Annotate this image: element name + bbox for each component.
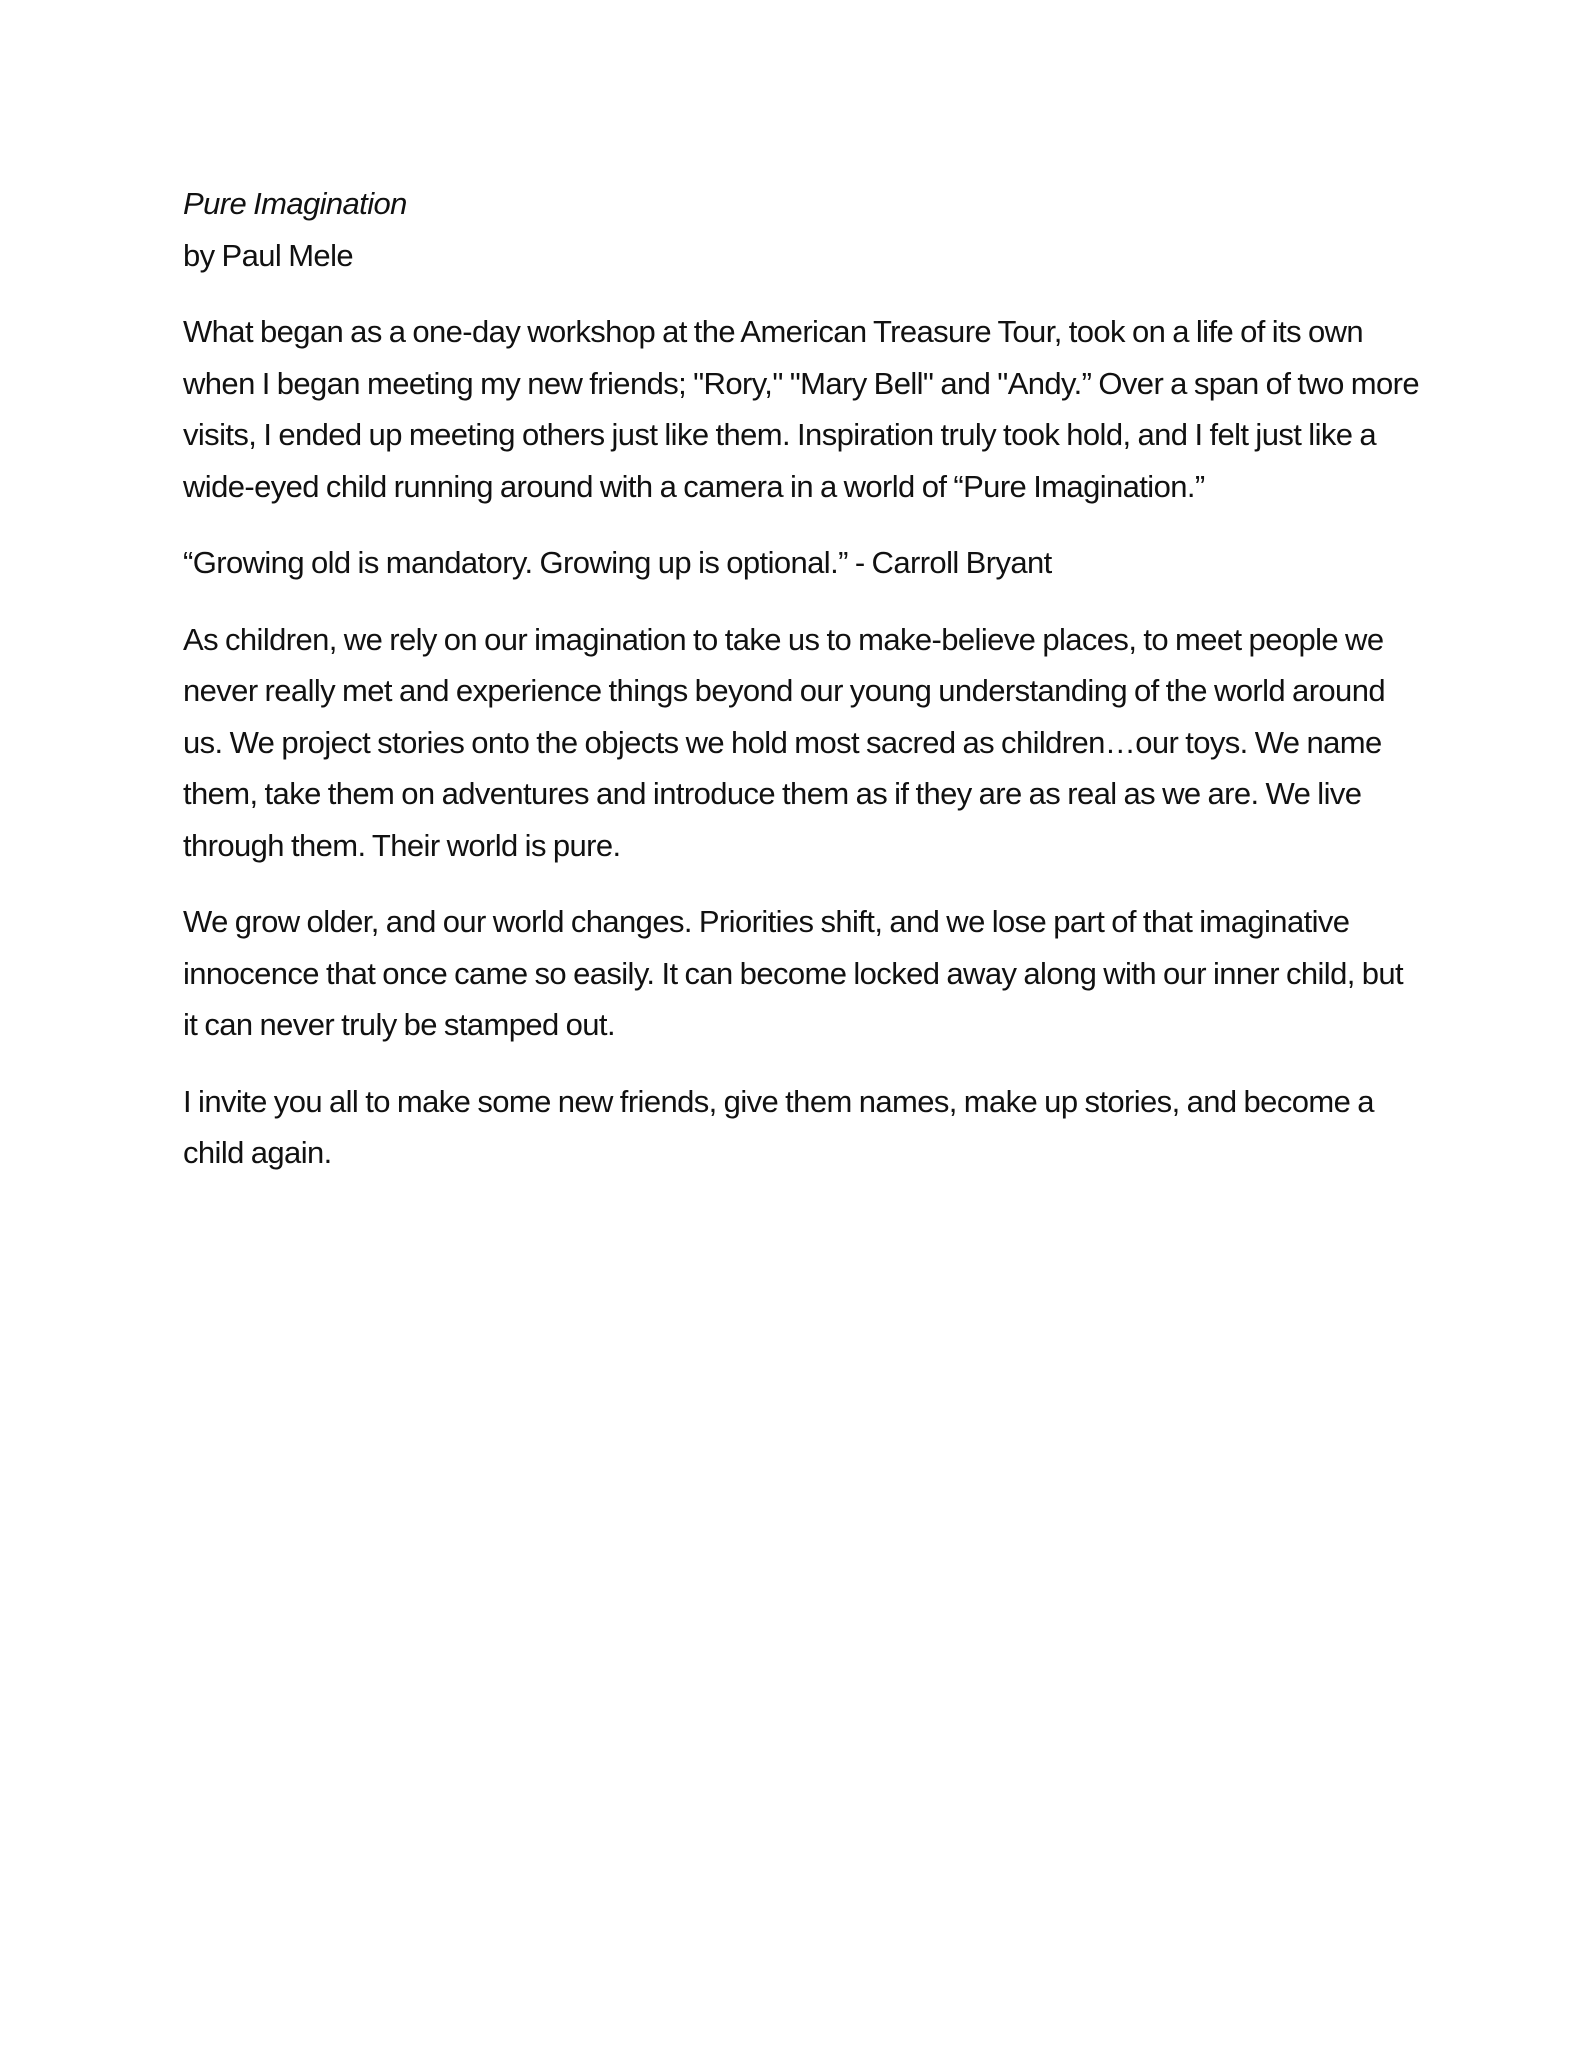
paragraph-growing-older: We grow older, and our world changes. Priorities shift, and we lose part of that imaginative innocence that once came so easily. It can become locked away along with our inner child, but it can never truly be stamped out. — [183, 904, 1404, 1042]
author-byline: by Paul Mele — [183, 237, 354, 273]
paragraph-intro: What began as a one-day workshop at the American Treasure Tour, took on a life of its own when I began meeting my new friends; "Rory," "Mary Bell" and "Andy.” Over a span of two more visits, I ended up meeting others just like them. Inspiration truly took hold, and I felt just like a wide-eyed child running around with a camera in a world of “Pure Imagination.” — [183, 314, 1420, 504]
document-page — [183, 178, 1423, 1204]
document-title: Pure Imagination — [183, 186, 407, 221]
paragraph-children: As children, we rely on our imagination to take us to make-believe places, to meet people we never really met and experience things beyond our young understanding of the world around us. We project stories onto the objects we hold most sacred as children…our toys. We name them, take them on adventures and introduce them as if they are as real as we are. We live through them. Their world is pure. — [183, 621, 1385, 863]
paragraph-invitation: I invite you all to make some new friends, give them names, make up stories, and become a child again. — [183, 1083, 1374, 1170]
quote-line: “Growing old is mandatory. Growing up is optional.” - Carroll Bryant — [183, 545, 1052, 580]
